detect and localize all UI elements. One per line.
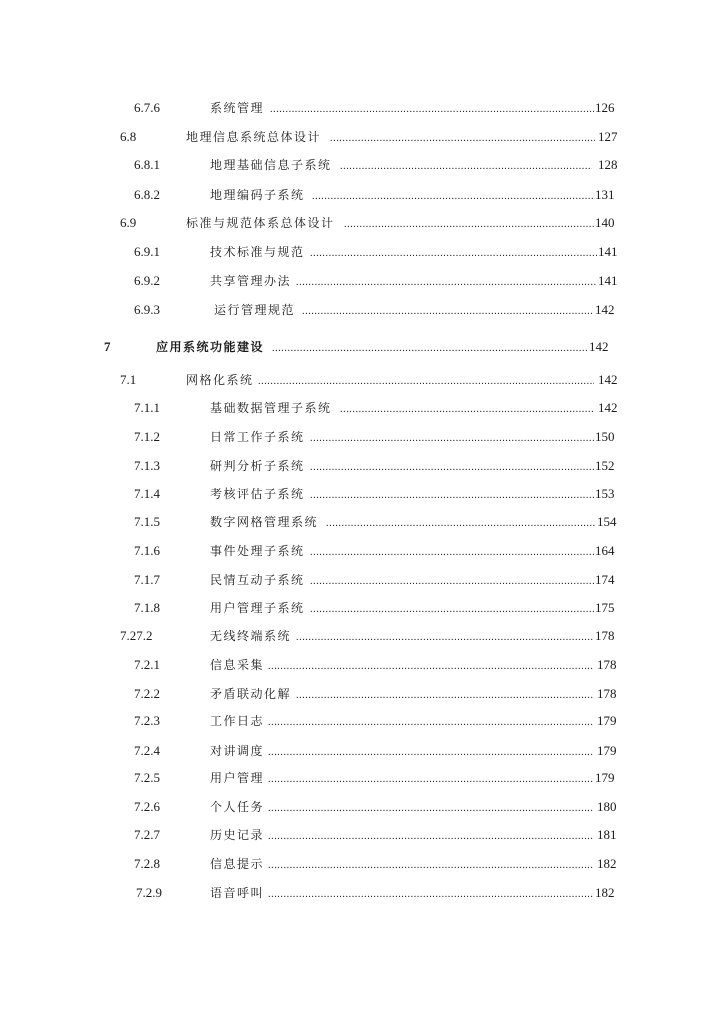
toc-entry-number: 6.9.2 <box>134 273 160 288</box>
toc-entry-page: 175 <box>595 600 615 615</box>
toc-entry-title: 信息提示 <box>210 857 265 871</box>
toc-entry-page: 142 <box>598 372 618 387</box>
toc-leader-dots <box>268 711 594 731</box>
toc-entry-title: 用户管理 <box>210 771 265 785</box>
toc-entry-page: 182 <box>597 856 617 871</box>
toc-chapter[interactable] <box>0 337 724 357</box>
toc-leader-dots <box>268 883 594 903</box>
toc-entry-number: 6.8.1 <box>134 157 160 172</box>
toc-entry-number: 6.7.6 <box>134 100 160 115</box>
toc-entry-page: 178 <box>595 628 615 643</box>
toc-entry-page: 140 <box>595 215 615 230</box>
toc-entry-number: 6.9 <box>120 215 137 230</box>
toc-leader-dots <box>310 456 594 476</box>
toc-leader-dots <box>258 370 594 390</box>
toc-entry-title: 地理基础信息子系统 <box>210 158 332 172</box>
toc-leader-dots <box>268 797 594 817</box>
toc-entry[interactable] <box>0 768 724 788</box>
toc-entry-number: 7.2.3 <box>134 713 160 728</box>
toc-entry-number: 7.1.5 <box>134 514 160 529</box>
toc-entry-title: 应用系统功能建设 <box>156 340 265 354</box>
toc-entry[interactable] <box>0 271 724 291</box>
toc-entry[interactable] <box>0 797 724 817</box>
toc-entry-page: 164 <box>595 543 615 558</box>
toc-leader-dots <box>296 271 596 291</box>
toc-entry-number: 7.1.4 <box>134 486 160 501</box>
toc-leader-dots <box>272 337 588 357</box>
toc-entry-number: 7.1.6 <box>134 543 160 558</box>
toc-entry[interactable] <box>0 883 724 903</box>
toc-entry-page: 174 <box>595 572 615 587</box>
toc-entry-title: 事件处理子系统 <box>210 544 305 558</box>
toc-leader-dots <box>268 854 594 874</box>
toc-leader-dots <box>296 626 594 646</box>
toc-entry[interactable] <box>0 398 724 418</box>
toc-entry[interactable] <box>0 541 724 561</box>
toc-leader-dots <box>268 655 594 675</box>
toc-entry-number: 7.2.9 <box>136 885 162 900</box>
toc-entry-title: 运行管理规范 <box>214 303 296 317</box>
toc-entry-page: 179 <box>597 713 617 728</box>
toc-entry-page: 178 <box>597 657 617 672</box>
toc-entry-title: 系统管理 <box>210 101 265 115</box>
toc-leader-dots <box>326 512 596 532</box>
toc-entry-title: 考核评估子系统 <box>210 487 305 501</box>
toc-entry-title: 工作日志 <box>210 714 265 728</box>
toc-leader-dots <box>270 98 594 118</box>
toc-entry-title: 标准与规范体系总体设计 <box>186 216 335 230</box>
toc-entry-page: 142 <box>598 400 618 415</box>
toc-entry-number: 7.2.1 <box>134 657 160 672</box>
toc-entry-title: 基础数据管理子系统 <box>210 401 332 415</box>
toc-entry-number: 7.1.2 <box>134 429 160 444</box>
toc-entry-title: 网格化系统 <box>186 373 254 387</box>
toc-leader-dots <box>268 768 594 788</box>
toc-leader-dots <box>330 127 595 147</box>
toc-entry-title: 民情互动子系统 <box>210 573 305 587</box>
toc-entry-page: 180 <box>597 799 617 814</box>
toc-entry[interactable] <box>0 185 724 205</box>
toc-entry[interactable] <box>0 598 724 618</box>
toc-entry[interactable] <box>0 370 724 390</box>
toc-entry-title: 地理编码子系统 <box>210 188 305 202</box>
toc-leader-dots <box>268 741 594 761</box>
toc-entry[interactable] <box>0 825 724 845</box>
toc-entry[interactable] <box>0 626 724 646</box>
toc-entry[interactable] <box>0 741 724 761</box>
toc-entry-page: 153 <box>595 486 615 501</box>
toc-entry-title: 历史记录 <box>210 828 265 842</box>
toc-entry-page: 179 <box>597 743 617 758</box>
toc-entry[interactable] <box>0 854 724 874</box>
toc-entry[interactable] <box>0 484 724 504</box>
toc-entry-title: 地理信息系统总体设计 <box>186 130 322 144</box>
toc-entry-page: 141 <box>598 244 618 259</box>
toc-entry-title: 个人任务 <box>210 800 265 814</box>
toc-entry[interactable] <box>0 213 724 233</box>
toc-entry-number: 7.2.4 <box>134 743 160 758</box>
toc-leader-dots <box>310 484 594 504</box>
toc-entry-title: 无线终端系统 <box>210 629 292 643</box>
toc-entry-title: 共享管理办法 <box>210 274 292 288</box>
toc-leader-dots <box>310 541 594 561</box>
toc-entry-number: 7.27.2 <box>120 628 153 643</box>
toc-leader-dots <box>340 398 594 418</box>
toc-entry-number: 7.1.3 <box>134 458 160 473</box>
toc-entry[interactable] <box>0 711 724 731</box>
toc-leader-dots <box>310 570 594 590</box>
toc-entry-page: 131 <box>595 187 615 202</box>
toc-entry[interactable] <box>0 512 724 532</box>
toc-entry-page: 142 <box>595 302 615 317</box>
toc-entry-page: 154 <box>597 514 617 529</box>
toc-entry-page: 181 <box>597 827 617 842</box>
toc-leader-dots <box>310 427 594 447</box>
toc-entry-page: 126 <box>595 100 615 115</box>
toc-leader-dots <box>310 242 597 262</box>
toc-entry-page: 182 <box>595 885 615 900</box>
toc-entry[interactable] <box>0 155 724 175</box>
toc-entry-page: 128 <box>598 157 618 172</box>
toc-entry[interactable] <box>0 242 724 262</box>
toc-leader-dots <box>296 684 594 704</box>
toc-entry-title: 研判分析子系统 <box>210 459 305 473</box>
toc-entry-number: 7 <box>104 339 111 354</box>
toc-entry-page: 142 <box>589 339 609 354</box>
toc-entry-title: 信息采集 <box>210 658 265 672</box>
toc-entry-page: 178 <box>597 686 617 701</box>
toc-entry-page: 150 <box>595 429 615 444</box>
toc-entry[interactable] <box>0 655 724 675</box>
toc-entry-number: 7.2.8 <box>134 856 160 871</box>
toc-entry-title: 语音呼叫 <box>210 886 265 900</box>
toc-entry-page: 127 <box>598 129 618 144</box>
toc-entry-page: 179 <box>595 770 615 785</box>
toc-entry-number: 6.8.2 <box>134 187 160 202</box>
toc-entry-number: 7.1 <box>120 372 137 387</box>
toc-entry-title: 对讲调度 <box>210 744 265 758</box>
toc-entry[interactable] <box>0 570 724 590</box>
toc-entry-number: 7.2.6 <box>134 799 160 814</box>
toc-entry-number: 7.2.5 <box>134 770 160 785</box>
toc-entry-number: 7.1.7 <box>134 572 160 587</box>
toc-entry-number: 7.2.2 <box>134 686 160 701</box>
toc-entry-number: 7.2.7 <box>134 827 160 842</box>
toc-leader-dots <box>344 213 595 233</box>
toc-leader-dots <box>268 825 594 845</box>
toc-entry-number: 7.1.8 <box>134 600 160 615</box>
toc-entry[interactable] <box>0 684 724 704</box>
toc-entry[interactable] <box>0 456 724 476</box>
toc-entry-title: 技术标准与规范 <box>210 245 305 259</box>
toc-entry-number: 6.8 <box>120 129 137 144</box>
toc-leader-dots <box>302 300 594 320</box>
toc-entry-number: 6.9.3 <box>134 302 160 317</box>
toc-entry[interactable] <box>0 98 724 118</box>
toc-entry-page: 141 <box>598 273 618 288</box>
toc-entry[interactable] <box>0 127 724 147</box>
toc-entry-title: 用户管理子系统 <box>210 601 305 615</box>
toc-entry-page: 152 <box>595 458 615 473</box>
toc-leader-dots <box>310 598 594 618</box>
toc-entry-number: 7.1.1 <box>134 400 160 415</box>
toc-entry-number: 6.9.1 <box>134 244 160 259</box>
toc-leader-dots <box>340 155 592 175</box>
toc-entry[interactable] <box>0 300 724 320</box>
toc-leader-dots <box>312 185 595 205</box>
toc-entry-title: 数字网格管理系统 <box>210 515 319 529</box>
toc-entry-title: 矛盾联动化解 <box>210 687 292 701</box>
toc-entry-title: 日常工作子系统 <box>210 430 305 444</box>
toc-entry[interactable] <box>0 427 724 447</box>
